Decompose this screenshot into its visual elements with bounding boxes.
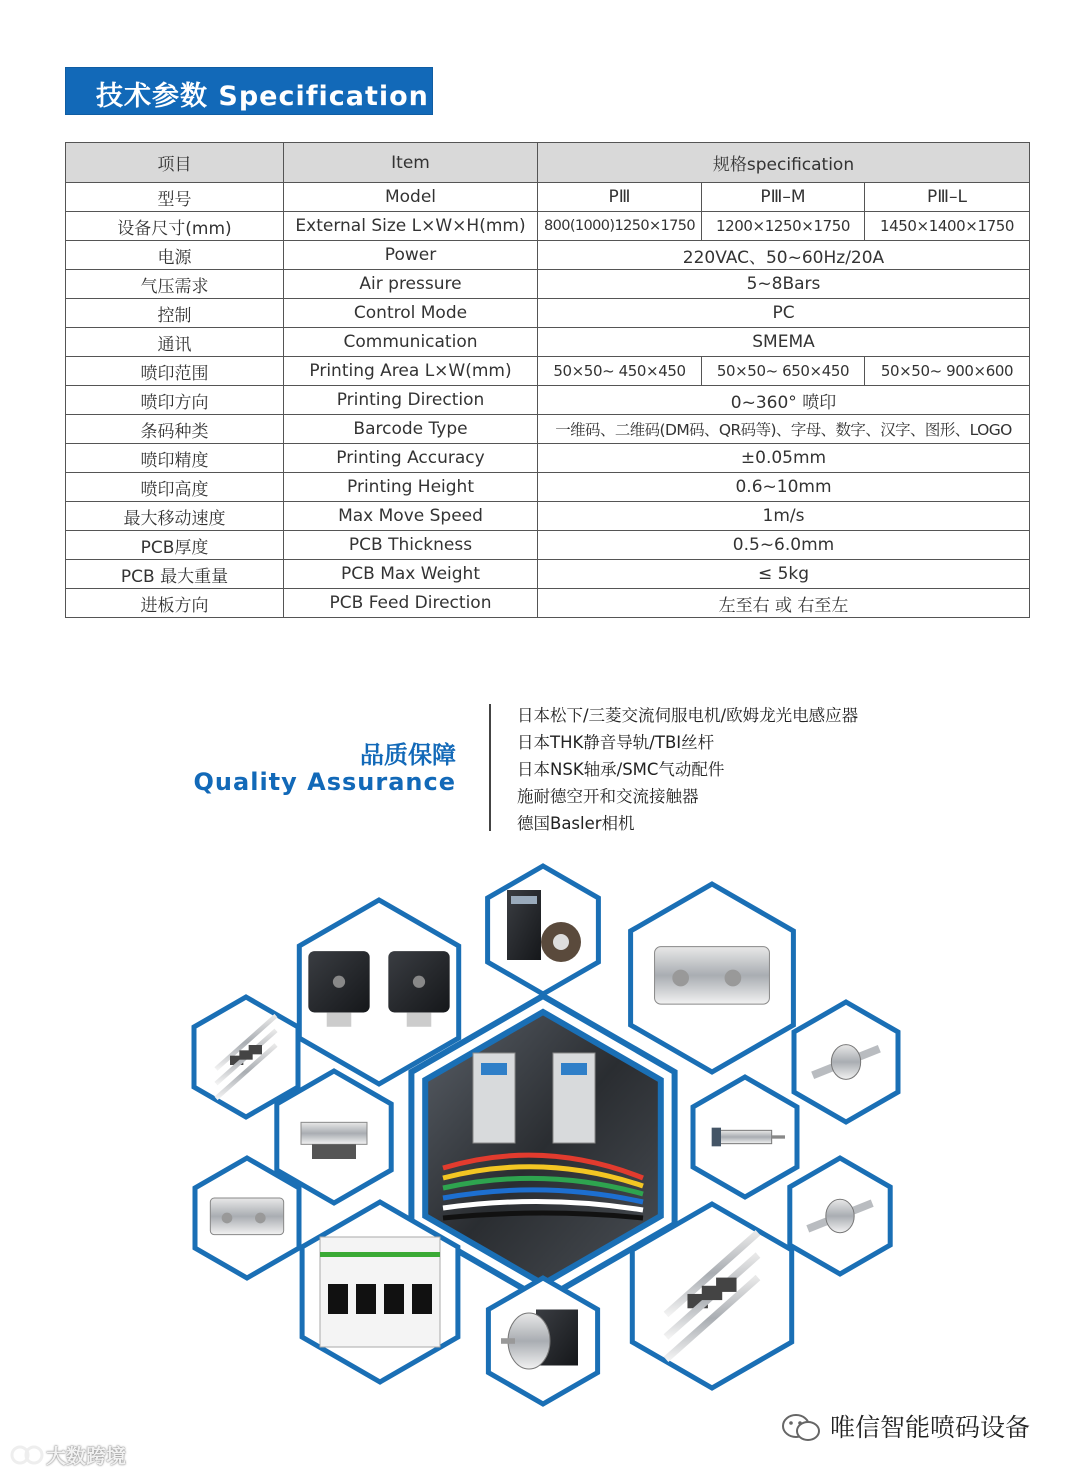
row-label-en: Control Mode <box>284 299 538 328</box>
row-label-en: Barcode Type <box>284 415 538 444</box>
row-label-cn: 喷印精度 <box>66 444 284 473</box>
row-value: 0~360° 喷印 <box>538 386 1030 415</box>
model-variant: PⅢ–M <box>702 183 865 212</box>
row-label-en: Printing Height <box>284 473 538 502</box>
size-value: 1450×1400×1750 <box>865 212 1030 241</box>
row-label-cn: 控制 <box>66 299 284 328</box>
planetary-gearbox-hex <box>488 1278 597 1404</box>
quality-item: 日本松下/三菱交流伺服电机/欧姆龙光电感应器 <box>517 706 859 725</box>
row-value: 5~8Bars <box>538 270 1030 299</box>
row-label-cn: 喷印方向 <box>66 386 284 415</box>
air-cylinder-rod-hex <box>693 1077 797 1197</box>
row-label-cn: 设备尺寸(mm) <box>66 212 284 241</box>
quality-item: 施耐德空开和交流接触器 <box>517 787 699 806</box>
row-label-cn: 进板方向 <box>66 589 284 618</box>
area-value: 50×50~ 650×450 <box>702 357 865 386</box>
row-label-en: Communication <box>284 328 538 357</box>
wechat-icon <box>781 1413 821 1443</box>
row-label-cn: 喷印高度 <box>66 473 284 502</box>
watermark-logo-icon <box>10 1443 44 1467</box>
size-value: 1200×1250×1750 <box>702 212 865 241</box>
circuit-breaker-image <box>320 1237 440 1347</box>
row-label-cn: 电源 <box>66 241 284 270</box>
header-cn: 项目 <box>66 143 284 183</box>
pneumatic-cylinder-image <box>655 947 770 1004</box>
row-value: PC <box>538 299 1030 328</box>
area-value: 50×50~ 450×450 <box>538 357 702 386</box>
quality-item: 德国Basler相机 <box>517 814 635 833</box>
model-variant: PⅢ <box>538 183 702 212</box>
row-label-cn: 通讯 <box>66 328 284 357</box>
row-label-en: Printing Direction <box>284 386 538 415</box>
row-label-en: PCB Feed Direction <box>284 589 538 618</box>
quality-title-cn: 品质保障 <box>360 741 456 769</box>
pneumatic-cylinder-hex <box>631 884 794 1072</box>
row-value: 1m/s <box>538 502 1030 531</box>
header-spec: 规格specification <box>538 143 1030 183</box>
row-label-cn: 条码种类 <box>66 415 284 444</box>
row-label-en: PCB Thickness <box>284 531 538 560</box>
row-label-cn: 气压需求 <box>66 270 284 299</box>
section-title: 技术参数 Specification <box>96 81 429 112</box>
row-label-en: Max Move Speed <box>284 502 538 531</box>
wechat-account-name: 唯信智能喷码设备 <box>830 1413 1031 1442</box>
row-value: 0.6~10mm <box>538 473 1030 502</box>
pneumatic-valves-image <box>210 1198 283 1235</box>
ball-screw-hex <box>790 1158 890 1274</box>
row-label-en: Model <box>284 183 538 212</box>
quality-item: 日本THK静音导轨/TBI丝杆 <box>517 733 715 752</box>
ball-screw-nut-hex <box>794 1002 898 1122</box>
row-label-cn: 最大移动速度 <box>66 502 284 531</box>
row-value: 0.5~6.0mm <box>538 531 1030 560</box>
row-label-en: External Size L×W×H(mm) <box>284 212 538 241</box>
area-value: 50×50~ 900×600 <box>865 357 1030 386</box>
row-label-cn: PCB 最大重量 <box>66 560 284 589</box>
row-label-en: Power <box>284 241 538 270</box>
quality-title-en: Quality Assurance <box>193 768 456 796</box>
header-en: Item <box>284 143 538 183</box>
row-label-cn: 喷印范围 <box>66 357 284 386</box>
row-value: 220VAC、50~60Hz/20A <box>538 241 1030 270</box>
watermark-text: 大数跨境 <box>46 1444 126 1468</box>
row-value: 左至右 或 右至左 <box>538 589 1030 618</box>
row-label-en: Air pressure <box>284 270 538 299</box>
row-value: ≤ 5kg <box>538 560 1030 589</box>
row-value: ±0.05mm <box>538 444 1030 473</box>
row-label-en: Printing Area L×W(mm) <box>284 357 538 386</box>
row-label-cn: PCB厚度 <box>66 531 284 560</box>
quality-item: 日本NSK轴承/SMC气动配件 <box>517 760 725 779</box>
size-value: 800(1000)1250×1750 <box>538 212 702 241</box>
row-label-en: PCB Max Weight <box>284 560 538 589</box>
model-variant: PⅢ–L <box>865 183 1030 212</box>
row-value: 一维码、二维码(DM码、QR码等)、字母、数字、汉字、图形、LOGO <box>538 415 1030 444</box>
row-label-en: Printing Accuracy <box>284 444 538 473</box>
row-label-cn: 型号 <box>66 183 284 212</box>
row-value: SMEMA <box>538 328 1030 357</box>
servo-drive-motor-hex <box>488 866 599 994</box>
